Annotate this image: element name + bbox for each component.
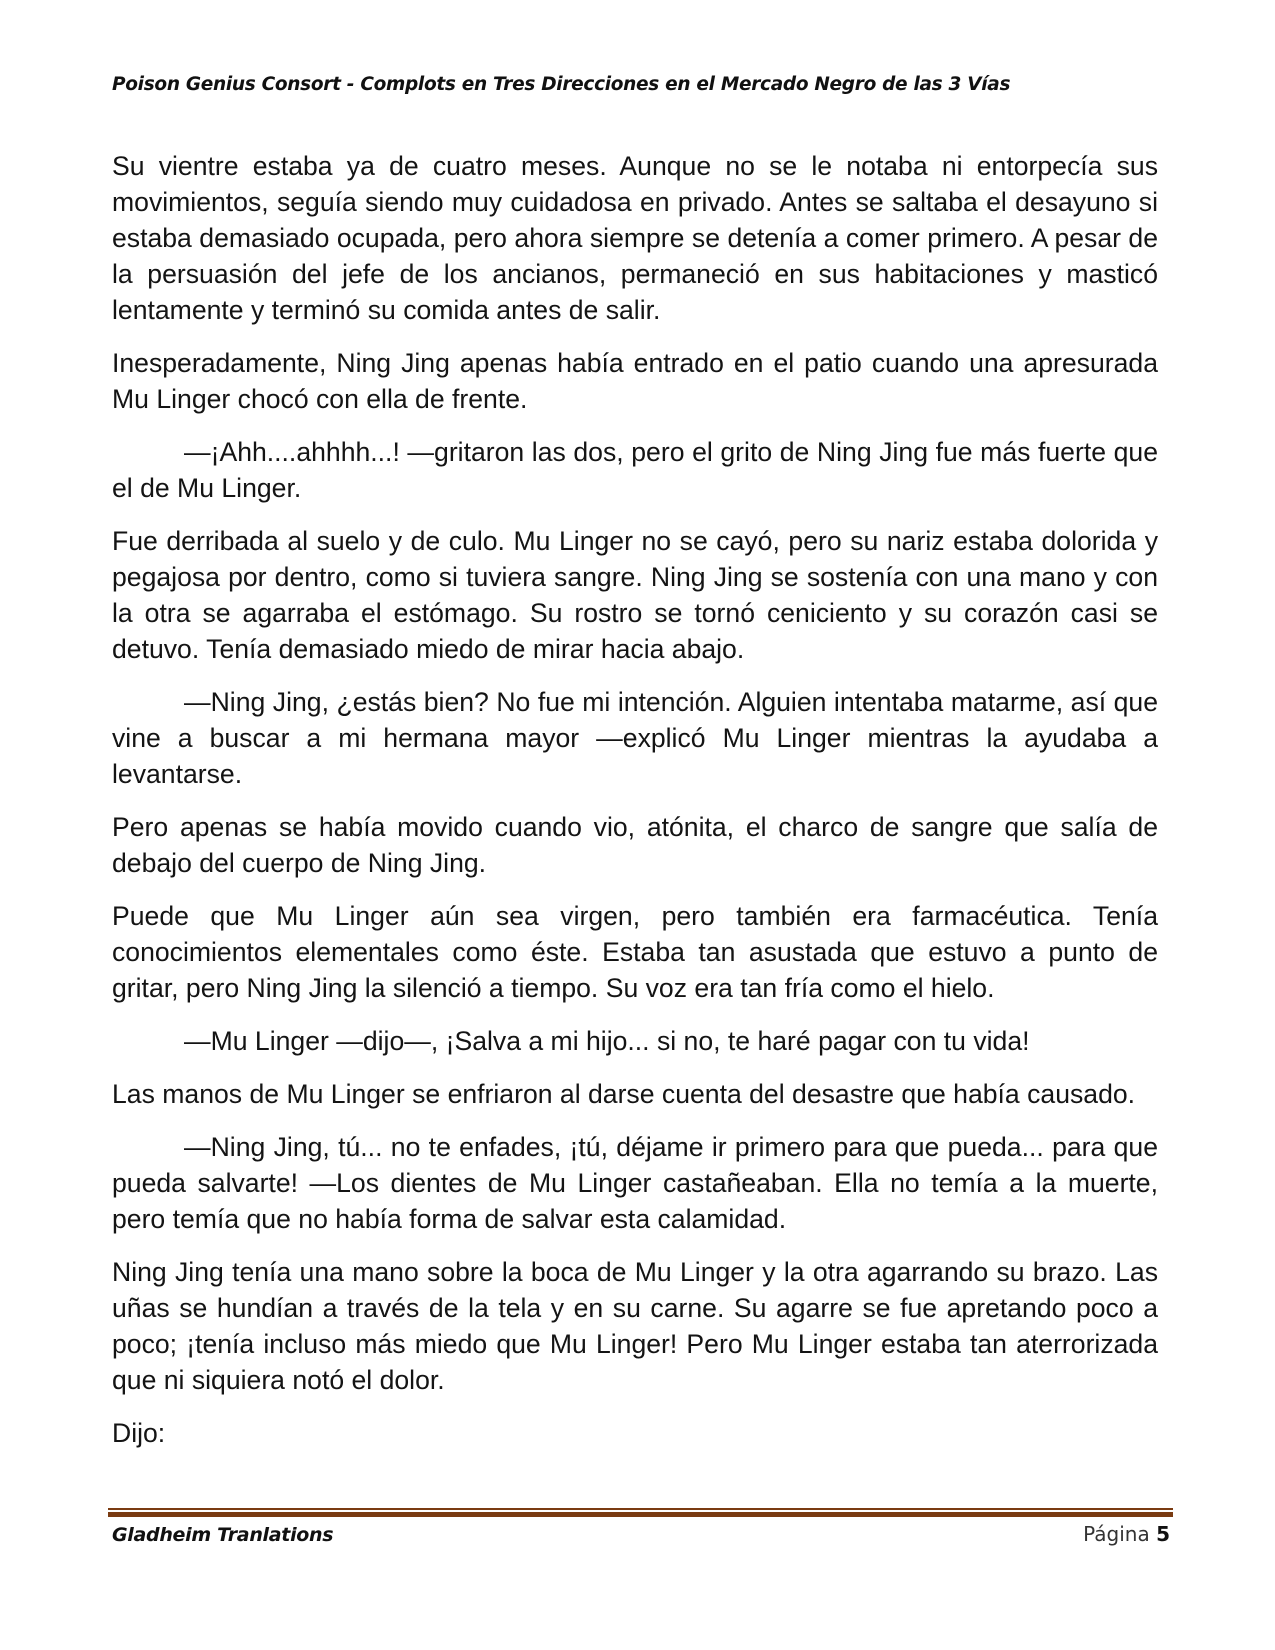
footer-translator-credit: Gladheim Tranlations — [112, 1524, 334, 1546]
paragraph: Pero apenas se había movido cuando vio, atónita, el charco de sangre que salía de debajo del cuerpo de Ning Jing. — [112, 812, 1158, 878]
dialogue-paragraph: —Mu Linger —dijo—, ¡Salva a mi hijo... si no, te haré pagar con tu vida! — [184, 1026, 1030, 1056]
paragraph: Su vientre estaba ya de cuatro meses. Aunque no se le notaba ni entorpecía sus movimientos, seguía siendo muy cuidadosa en privado. Antes se saltaba el desayuno si estaba demasiado ocupada, pero ahora siempre se detenía a comer primero. A pesar de la persuasión del jefe de los ancianos, permaneció en sus habitaciones y masticó lentamente y terminó su comida antes de salir. — [112, 151, 1158, 325]
document-body — [112, 148, 1158, 1468]
paragraph: Dijo: — [112, 1418, 166, 1448]
footer-page-indicator — [1083, 1522, 1170, 1546]
page-label: Página — [1083, 1522, 1150, 1546]
paragraph: Inesperadamente, Ning Jing apenas había entrado en el patio cuando una apresurada Mu Linger chocó con ella de frente. — [112, 348, 1158, 414]
dialogue-paragraph: —Ning Jing, ¿estás bien? No fue mi intención. Alguien intentaba matarme, así que vine a buscar a mi hermana mayor —explicó Mu Linger mientras la ayudaba a levantarse. — [112, 687, 1158, 789]
paragraph: Puede que Mu Linger aún sea virgen, pero también era farmacéutica. Tenía conocimientos elementales como éste. Estaba tan asustada que estuvo a punto de gritar, pero Ning Jing la silenció a tiempo. Su voz era tan fría como el hielo. — [112, 901, 1158, 1003]
footer-rule-thick — [108, 1512, 1173, 1517]
paragraph: Las manos de Mu Linger se enfriaron al darse cuenta del desastre que había causado. — [112, 1079, 1136, 1109]
page-number: 5 — [1156, 1522, 1170, 1546]
paragraph: Ning Jing tenía una mano sobre la boca de Mu Linger y la otra agarrando su brazo. Las uñas se hundían a través de la tela y en su carne. Su agarre se fue apretando poco a poco; ¡tenía incluso más miedo que Mu Linger! Pero Mu Linger estaba tan aterrorizada que ni siquiera notó el dolor. — [112, 1257, 1158, 1395]
paragraph: Fue derribada al suelo y de culo. Mu Linger no se cayó, pero su nariz estaba dolorida y pegajosa por dentro, como si tuviera sangre. Ning Jing se sostenía con una mano y con la otra se agarraba el estómago. Su rostro se tornó ceniciento y su corazón casi se detuvo. Tenía demasiado miedo de mirar hacia abajo. — [112, 526, 1158, 664]
footer-rule-thin — [108, 1508, 1173, 1510]
footer-divider — [108, 1508, 1173, 1517]
dialogue-paragraph: —¡Ahh....ahhhh...! —gritaron las dos, pero el grito de Ning Jing fue más fuerte que el de Mu Linger. — [112, 437, 1158, 503]
dialogue-paragraph: —Ning Jing, tú... no te enfades, ¡tú, déjame ir primero para que pueda... para que pueda salvarte! —Los dientes de Mu Linger castañeaban. Ella no temía a la muerte, pero temía que no había forma de salvar esta calamidad. — [112, 1132, 1158, 1234]
page-header-title: Poison Genius Consort - Complots en Tres Direcciones en el Mercado Negro de las 3 Vías — [112, 74, 1011, 95]
